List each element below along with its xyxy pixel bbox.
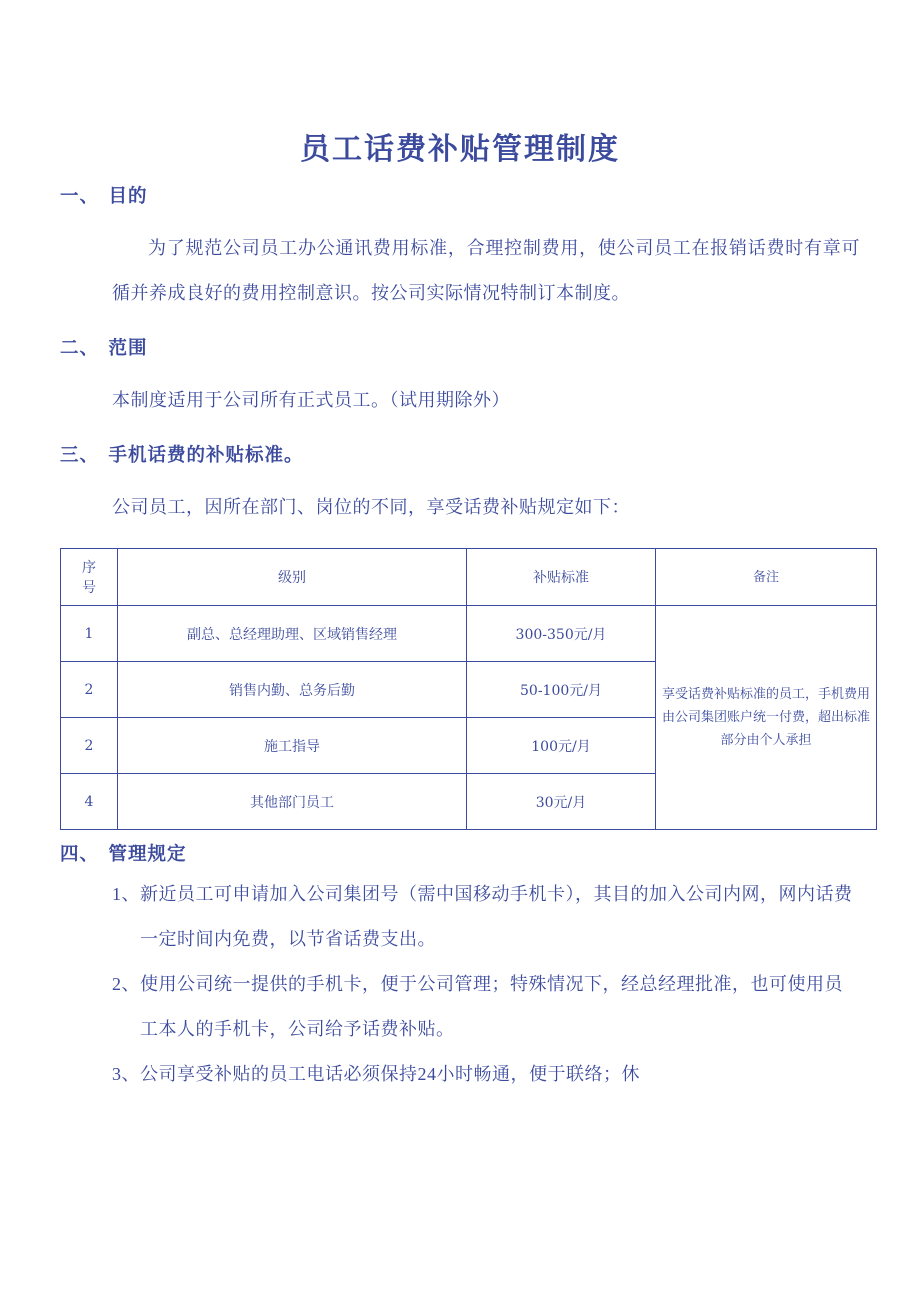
subsidy-table (60, 548, 877, 830)
section-heading-purpose (60, 182, 860, 208)
section-number: 四、 (60, 844, 100, 865)
list-item (60, 872, 860, 962)
table-header-note: 备注 (656, 549, 877, 606)
table-header-no-line2: 号 (82, 580, 96, 596)
cell-standard: 50-100元/月 (467, 662, 656, 718)
section-number: 二、 (60, 338, 100, 359)
section-title: 目的 (108, 186, 148, 207)
cell-note: 享受话费补贴标准的员工，手机费用由公司集团账户统一付费，超出标准部分由个人承担 (656, 606, 877, 830)
paragraph-standard-intro: 公司员工，因所在部门、岗位的不同，享受话费补贴规定如下： (112, 497, 630, 517)
list-item (60, 962, 860, 1052)
cell-level: 其他部门员工 (118, 774, 467, 830)
cell-standard: 100元/月 (467, 718, 656, 774)
cell-level: 施工指导 (118, 718, 467, 774)
cell-standard: 30元/月 (467, 774, 656, 830)
section-number: 一、 (60, 186, 100, 207)
section-heading-standard (60, 441, 860, 467)
paragraph-purpose: 为了规范公司员工办公通讯费用标准，合理控制费用，使公司员工在报销话费时有章可循并养成良好的费用控制意识。按公司实际情况特制订本制度。 (112, 238, 860, 303)
table-header-standard: 补贴标准 (467, 549, 656, 606)
list-item-marker: 3、 (112, 1064, 140, 1084)
section-title: 管理规定 (108, 844, 187, 865)
cell-level: 副总、总经理助理、区域销售经理 (118, 606, 467, 662)
cell-level: 销售内勤、总务后勤 (118, 662, 467, 718)
section-title: 范围 (108, 338, 148, 359)
list-item-text: 公司享受补贴的员工电话必须保持24小时畅通，便于联络；休 (140, 1064, 640, 1084)
list-item-marker: 1、 (112, 884, 140, 904)
section-title: 手机话费的补贴标准。 (108, 445, 304, 466)
cell-no: 1 (61, 606, 118, 662)
section-heading-management (60, 840, 860, 866)
cell-standard: 300-350元/月 (467, 606, 656, 662)
table-header-no (61, 549, 118, 606)
list-item-text: 使用公司统一提供的手机卡，便于公司管理；特殊情况下，经总经理批准，也可使用员工本人的手机卡，公司给予话费补贴。 (140, 974, 843, 1039)
page-title: 员工话费补贴管理制度 (300, 132, 620, 167)
table-header-level: 级别 (118, 549, 467, 606)
section-heading-scope (60, 334, 860, 360)
table-header-row (61, 549, 877, 606)
list-item-marker: 2、 (112, 974, 140, 994)
list-item (60, 1052, 860, 1097)
cell-no: 2 (61, 718, 118, 774)
paragraph-scope: 本制度适用于公司所有正式员工。（试用期除外） (112, 390, 510, 410)
section-number: 三、 (60, 445, 100, 466)
cell-no: 2 (61, 662, 118, 718)
list-item-text: 新近员工可申请加入公司集团号（需中国移动手机卡），其目的加入公司内网，网内话费一定时间内免费，以节省话费支出。 (140, 884, 853, 949)
table-row (61, 606, 877, 662)
cell-no: 4 (61, 774, 118, 830)
table-header-no-line1: 序 (82, 560, 96, 576)
